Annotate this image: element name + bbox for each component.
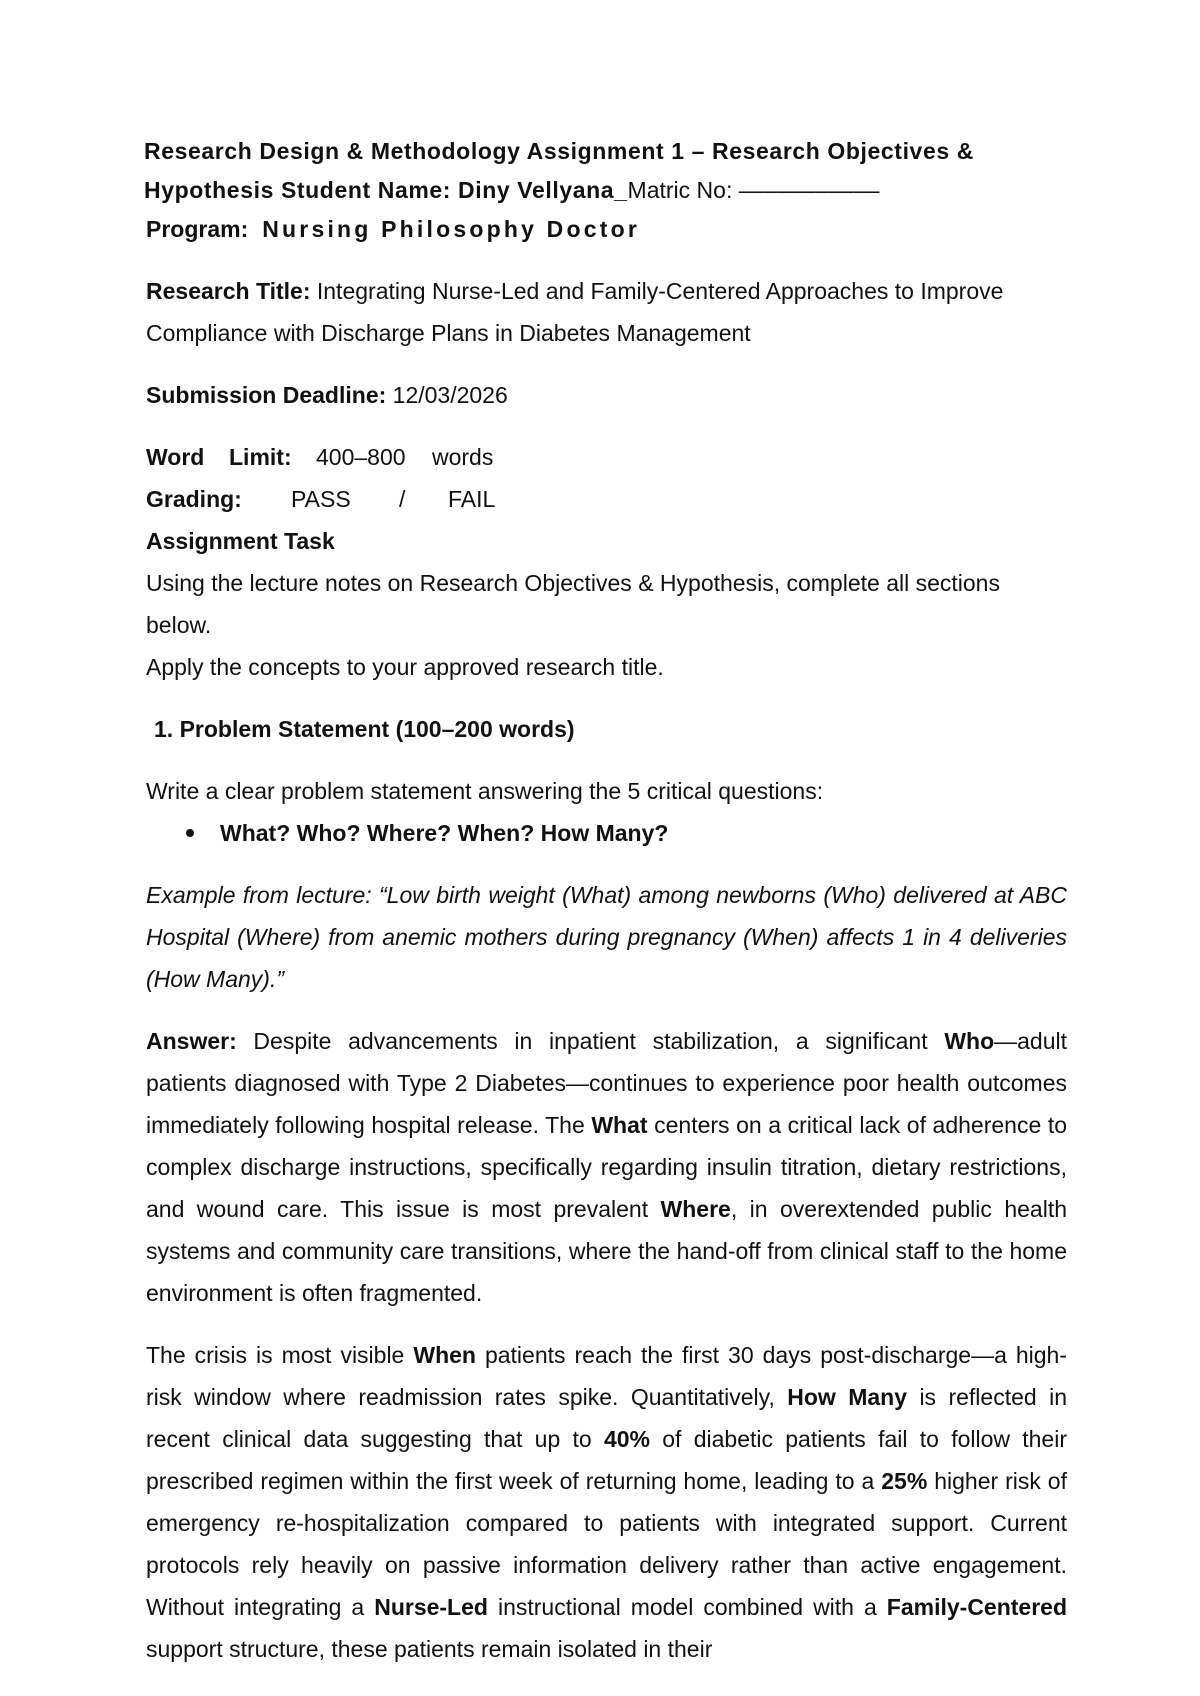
answer-when: When: [413, 1342, 476, 1368]
research-title: [146, 270, 1067, 354]
submission-deadline: [146, 374, 1067, 416]
matric-no: Matric No: –––––––––––: [627, 177, 880, 203]
answer-text: The crisis is most visible: [146, 1342, 414, 1368]
grading-fail: FAIL: [448, 486, 496, 512]
lecture-example: Example from lecture: “Low birth weight (What) among newborns (Who) delivered at ABC Hospital (Where) from anemic mothers during pregnancy (When) affects 1 in 4 deliveries (How Many).”: [146, 882, 1067, 992]
answer-paragraph-2: [146, 1334, 1067, 1670]
answer-stat-25: 25%: [881, 1468, 928, 1494]
grading-slash: /: [399, 486, 406, 512]
answer-where: Where: [660, 1196, 731, 1222]
grading-pass: PASS: [291, 486, 351, 512]
assignment-task-apply: Apply the concepts to your approved research title.: [146, 654, 664, 680]
answer-how-many: How Many: [787, 1384, 908, 1410]
answer-who: Who: [944, 1028, 995, 1054]
program-line: [146, 208, 1067, 250]
answer-family-centered: Family-Centered: [886, 1594, 1068, 1620]
section1-prompt: Write a clear problem statement answering the 5 critical questions:: [146, 778, 824, 804]
word-limit-label-word: Word: [146, 444, 205, 470]
answer-text: centers on a critical lack of adherence to complex discharge instructions, specifically regarding insulin titration, dietary restrictions, and wound care. This issue is most prevalent: [146, 1112, 1068, 1222]
answer-text: Despite advancements in inpatient stabilization, a significant: [236, 1028, 945, 1054]
deadline-label: Submission Deadline:: [146, 382, 387, 408]
answer-label: Answer:: [146, 1028, 237, 1054]
assignment-title-line1: Research Design & Methodology Assignment 1 – Research Objectives &: [144, 138, 974, 164]
document-body: [146, 138, 1067, 1670]
answer-text: —adult patients diagnosed with Type 2 Diabetes—continues to experience poor health outcomes immediately following hospital release. The: [146, 1028, 1067, 1138]
grading: [146, 478, 1067, 520]
answer-text: , in overextended public health systems and community care transitions, where the hand-off from clinical staff to the home environment is often fragmented.: [146, 1196, 1068, 1306]
program-value: Nursing Philosophy Doctor: [262, 216, 640, 242]
answer-text: higher risk of emergency re-hospitalization compared to patients with integrated support. Current protocols rely heavily on passive information delivery rather than active engagement. Without integrating a: [146, 1468, 1067, 1620]
answer-text: is reflected in recent clinical data suggesting that up to: [146, 1384, 1068, 1452]
answer-paragraph-1: [146, 1020, 1067, 1314]
answer-what: What: [591, 1112, 648, 1138]
answer-stat-40: 40%: [603, 1426, 650, 1452]
word-limit-unit: words: [432, 444, 494, 470]
word-limit-label-limit: Limit:: [229, 444, 292, 470]
section1-heading: 1. Problem Statement (100–200 words): [154, 716, 575, 742]
answer-text: support structure, these patients remain isolated in their: [146, 1636, 713, 1662]
answer-text: of diabetic patients fail to follow their prescribed regimen within the first week of returning home, leading to a: [146, 1426, 1067, 1494]
assignment-task-heading: Assignment Task: [146, 528, 335, 554]
answer-text: instructional model combined with a: [487, 1594, 887, 1620]
research-title-label: Research Title:: [146, 278, 311, 304]
deadline-value: 12/03/2026: [392, 382, 508, 408]
section1-bullet: [146, 812, 1067, 854]
assignment-task-instruction: Using the lecture notes on Research Objectives & Hypothesis, complete all sections below.: [146, 570, 1000, 638]
assignment-title-line2: [144, 169, 1067, 211]
answer-nurse-led: Nurse-Led: [374, 1594, 488, 1620]
student-name: Hypothesis Student Name: Diny Vellyana_: [144, 177, 628, 203]
word-limit-range: 400–800: [316, 444, 406, 470]
section1-bullet-text: What? Who? Where? When? How Many?: [220, 820, 669, 846]
bullet-icon: [186, 829, 194, 837]
research-title-value: Integrating Nurse-Led and Family-Centered Approaches to Improve Compliance with Discharge Plans in Diabetes Management: [146, 278, 1004, 346]
answer-text: patients reach the first 30 days post-discharge—a high-risk window where readmission rates spike. Quantitatively,: [146, 1342, 1067, 1410]
word-limit: [146, 436, 1067, 478]
program-label: Program:: [146, 216, 249, 242]
grading-label: Grading:: [146, 486, 242, 512]
